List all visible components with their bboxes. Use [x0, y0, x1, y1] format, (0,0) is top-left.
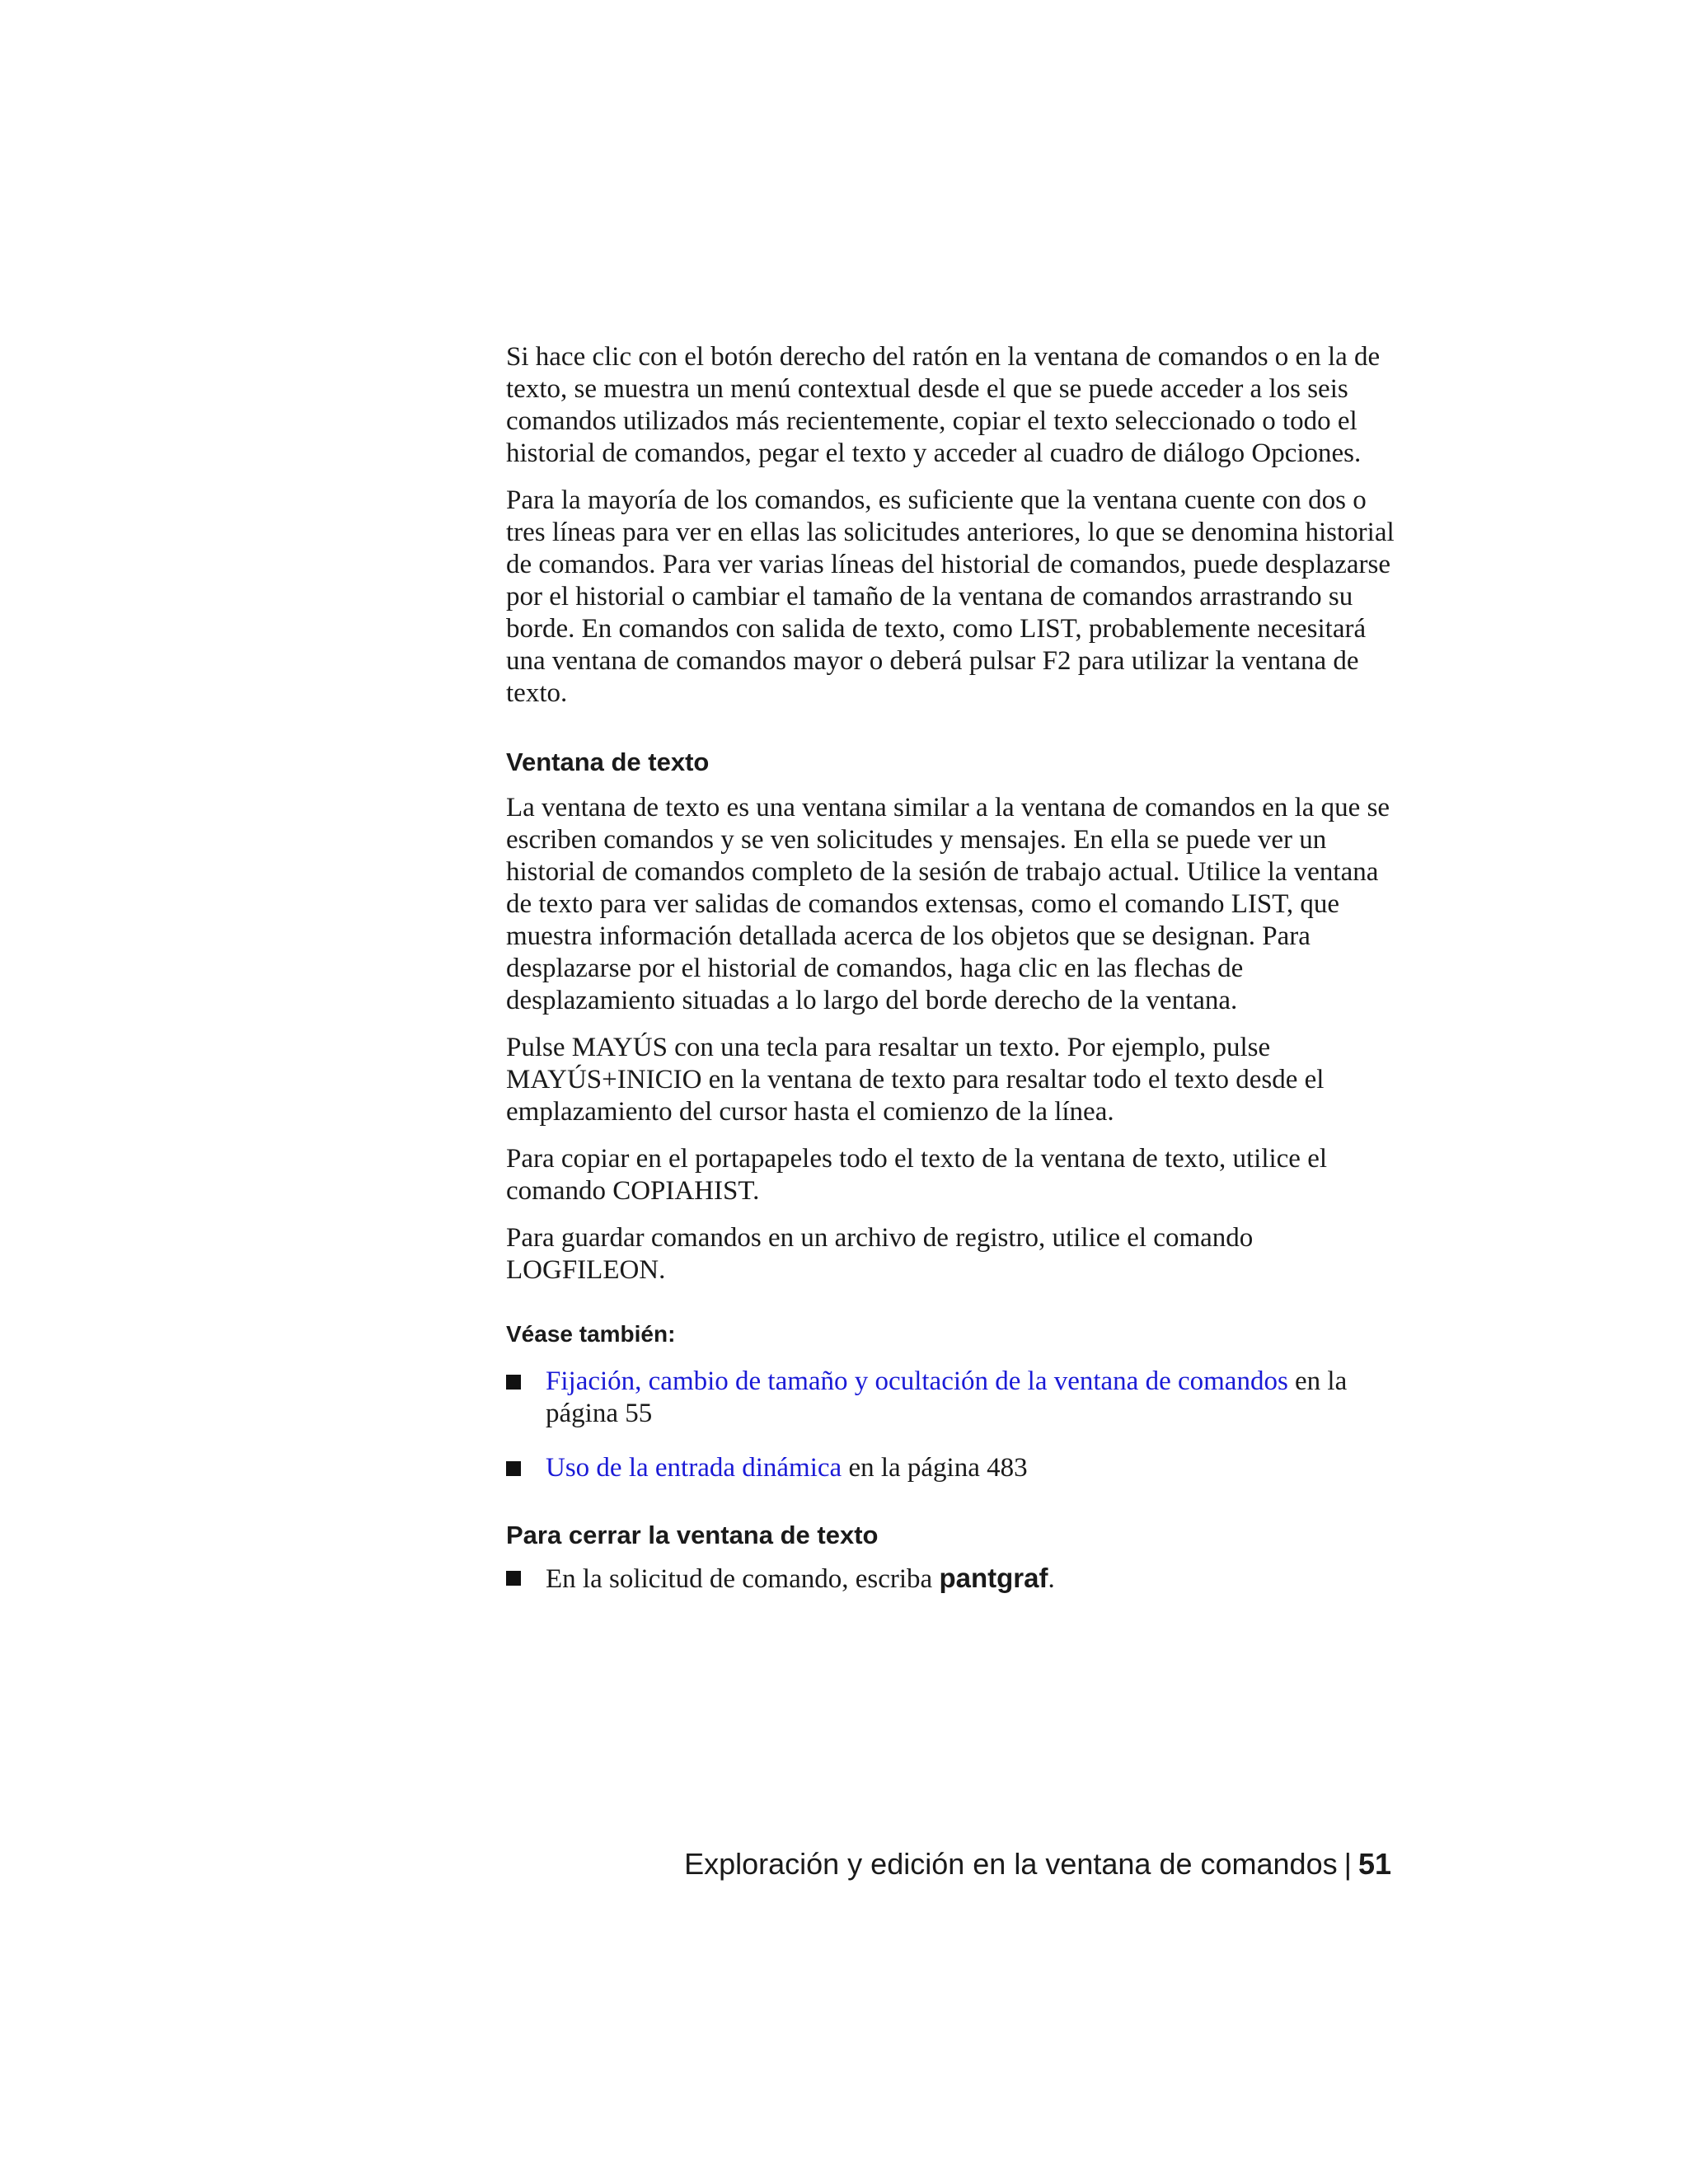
square-bullet-icon	[506, 1461, 521, 1476]
page-content	[506, 341, 1395, 1618]
footer-chapter-title: Exploración y edición en la ventana de comandos	[684, 1847, 1338, 1881]
see-also-item	[506, 1366, 1395, 1430]
square-bullet-icon	[506, 1375, 521, 1390]
body-paragraph: Si hace clic con el botón derecho del ratón en la ventana de comandos o en la de texto, se muestra un menú contextual desde el que se puede acceder a los seis comandos utilizados más recientemente, copiar el texto seleccionado o todo el historial de comandos, pegar el texto y acceder al cuadro de diálogo Opciones.	[506, 342, 1381, 468]
see-also-item	[506, 1452, 1395, 1484]
see-also-list	[506, 1366, 1395, 1484]
square-bullet-icon	[506, 1571, 521, 1586]
procedure-heading: Para cerrar la ventana de texto	[506, 1521, 879, 1549]
see-also-link[interactable]: Uso de la entrada dinámica	[546, 1453, 842, 1483]
body-paragraph: Pulse MAYÚS con una tecla para resaltar un texto. Por ejemplo, pulse MAYÚS+INICIO en la ventana de texto para resaltar todo el texto desde el emplazamiento del cursor hasta el comienzo de la línea.	[506, 1033, 1325, 1127]
see-also-page-ref: en la página 483	[842, 1453, 1028, 1483]
footer-separator: |	[1343, 1847, 1352, 1881]
procedure-step	[506, 1562, 1395, 1596]
body-paragraph: Para la mayoría de los comandos, es suficiente que la ventana cuente con dos o tres líneas para ver en ellas las solicitudes anteriores, lo que se denomina historial de comandos. Para ver varias líneas del historial de comandos, puede desplazarse por el historial o cambiar el tamaño de la ventana de comandos arrastrando su borde. En comandos con salida de texto, como LIST, probablemente necesitará una ventana de comandos mayor o deberá pulsar F2 para utilizar la ventana de texto.	[506, 485, 1395, 708]
body-paragraph: Para copiar en el portapapeles todo el texto de la ventana de texto, utilice el comando COPIAHIST.	[506, 1144, 1328, 1206]
procedure-steps	[506, 1562, 1395, 1596]
step-text: En la solicitud de comando, escriba	[546, 1564, 940, 1594]
command-name: pantgraf	[939, 1563, 1048, 1593]
see-also-page-ref: en la página 55	[546, 1366, 1348, 1428]
step-end: .	[1048, 1564, 1055, 1594]
see-also-link[interactable]: Fijación, cambio de tamaño y ocultación de la ventana de comandos	[546, 1366, 1288, 1396]
see-also-heading: Véase también:	[506, 1321, 676, 1347]
body-paragraph: La ventana de texto es una ventana similar a la ventana de comandos en la que se escriben comandos y se ven solicitudes y mensajes. En ella se puede ver un historial de comandos completo de la sesión de trabajo actual. Utilice la ventana de texto para ver salidas de comandos extensas, como el comando LIST, que muestra información detallada acerca de los objetos que se designan. Para desplazarse por el historial de comandos, haga clic en las flechas de desplazamiento situadas a lo largo del borde derecho de la ventana.	[506, 793, 1390, 1015]
page-number: 51	[1357, 1847, 1391, 1881]
body-paragraph: Para guardar comandos en un archivo de registro, utilice el comando LOGFILEON.	[506, 1223, 1254, 1285]
section-heading: Ventana de texto	[506, 748, 710, 776]
page-footer	[684, 1846, 1391, 1882]
